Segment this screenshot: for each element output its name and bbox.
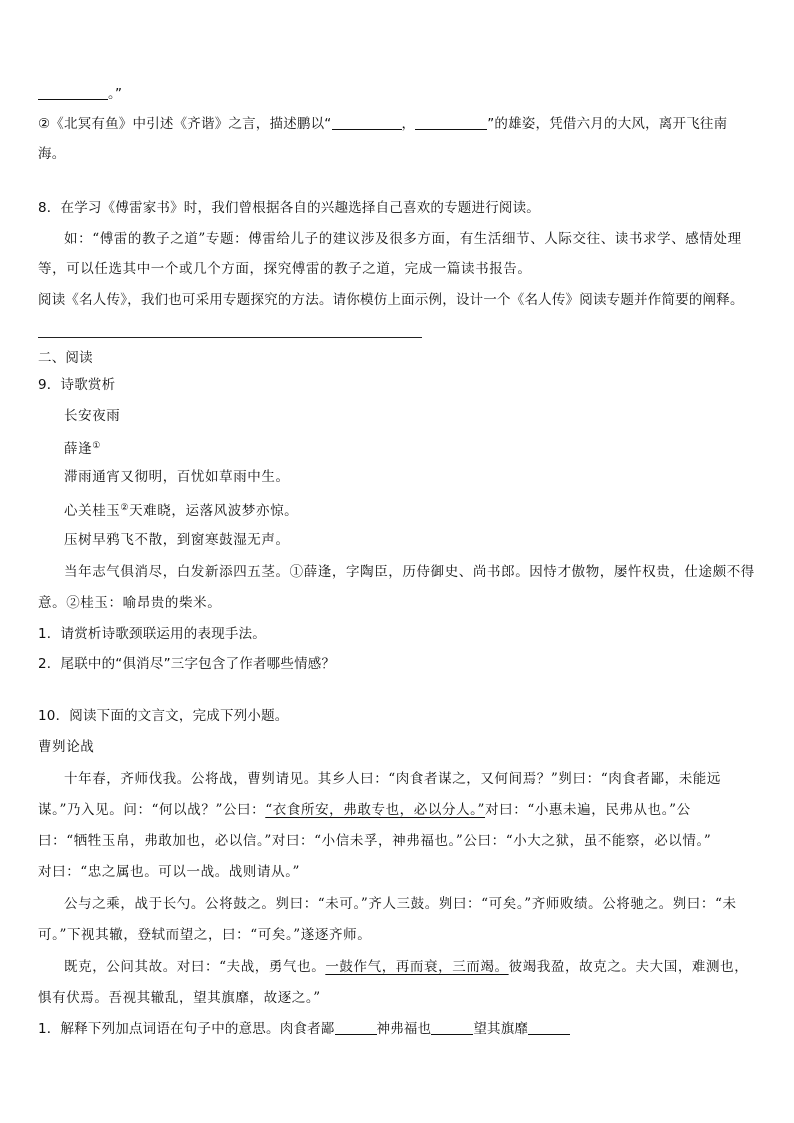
para-2-line-2: 可。”下视其辙，登轼而望之，曰：“可矣。”遂逐齐师。 xyxy=(38,927,372,943)
poem-title: 长安夜雨 xyxy=(64,408,121,424)
answer-blank[interactable] xyxy=(335,1020,377,1035)
question-10: 10．阅读下面的文言文，完成下列小题。 xyxy=(38,708,289,724)
answer-blank[interactable] xyxy=(528,1020,570,1035)
poem-line-3: 压树早鸦飞不散，到窗寒鼓湿无声。 xyxy=(64,532,290,548)
answer-blank[interactable] xyxy=(38,85,108,100)
question-9: 9．诗歌赏析 xyxy=(38,377,116,393)
poem-line-1: 滞雨通宵又彻明，百忧如草雨中生。 xyxy=(64,469,290,485)
answer-line[interactable] xyxy=(38,337,422,338)
question-8: 8．在学习《傅雷家书》时，我们曾根据各自的兴趣选择自己喜欢的专题进行阅读。 xyxy=(38,200,540,216)
poem-line-2: 心关桂玉②天难晓，运落风波梦亦惊。 xyxy=(64,503,299,519)
section-2-heading: 二、阅读 xyxy=(38,350,93,366)
para-1-line-1: 十年春，齐师伐我。公将战，曹刿请见。其乡人曰：“肉食者谋之，又何间焉？”刿曰：“肉食者鄙，未能远 xyxy=(64,771,722,787)
q8-example-2: 等，可以任选其中一个或几个方面，探究傅雷的教子之道，完成一篇读书报告。 xyxy=(38,261,532,277)
text-title: 曹刿论战 xyxy=(38,739,95,755)
para-1-line-3: 曰：“牺牲玉帛，弗敢加也，必以信。”对曰：“小信未孚，神弗福也。”公曰：“小大之狱，虽不能察，必以情。” xyxy=(38,833,712,849)
para-3-line-1: 既克，公问其故。对曰：“夫战，勇气也。一鼓作气，再而衰，三而竭。彼竭我盈，故克之。夫大国，难测也， xyxy=(64,959,749,975)
para-1-line-2: 谋。”乃入见。问：“何以战？”公曰：“衣食所安，弗敢专也，必以分人。”对曰：“小惠未遍，民弗从也。”公 xyxy=(38,802,691,818)
poem-author: 薛逢① xyxy=(64,441,101,457)
para-3-line-2: 惧有伏焉。吾视其辙乱，望其旗靡，故逐之。” xyxy=(38,990,321,1006)
q10-sub-1: 1．解释下列加点词语在句子中的意思。肉食者鄙 神弗福也 望其旗靡 xyxy=(38,1019,764,1039)
line-3: 海。 xyxy=(38,146,66,162)
line-2: ②《北冥有鱼》中引述《齐谐》之言，描述鹏以“ ， ”的雄姿，凭借六月的大风，离开飞往南 xyxy=(38,116,728,132)
line-1: 。” xyxy=(38,84,764,104)
answer-blank[interactable] xyxy=(332,115,402,130)
q9-sub-1: 1．请赏析诗歌颈联运用的表现手法。 xyxy=(38,626,266,642)
para-2-line-1: 公与之乘，战于长勺。公将鼓之。刿曰：“未可。”齐人三鼓。刿曰：“可矣。”齐师败绩。公将驰之。刿曰：“未 xyxy=(64,896,737,912)
q9-sub-2: 2．尾联中的“俱消尽”三字包含了作者哪些情感？ xyxy=(38,656,336,672)
answer-blank[interactable] xyxy=(415,115,487,130)
q8-task: 阅读《名人传》，我们也可采用专题探究的方法。请你模仿上面示例，设计一个《名人传》阅读专题并作简要的阐释。 xyxy=(38,292,744,308)
answer-blank[interactable] xyxy=(431,1020,473,1035)
poem-notes: 意。②桂玉：喻昂贵的柴米。 xyxy=(38,595,222,611)
para-1-line-4: 对曰：“忠之属也。可以一战。战则请从。” xyxy=(38,864,301,880)
poem-line-4: 当年志气俱消尽，白发新添四五茎。①薛逢，字陶臣，历侍御史、尚书郎。因恃才傲物，屡忤权贵，仕途颇不得 xyxy=(64,564,755,580)
q8-example-1: 如：“傅雷的教子之道”专题：傅雷给儿子的建议涉及很多方面，有生活细节、人际交往、读书求学、感情处理 xyxy=(64,231,742,247)
